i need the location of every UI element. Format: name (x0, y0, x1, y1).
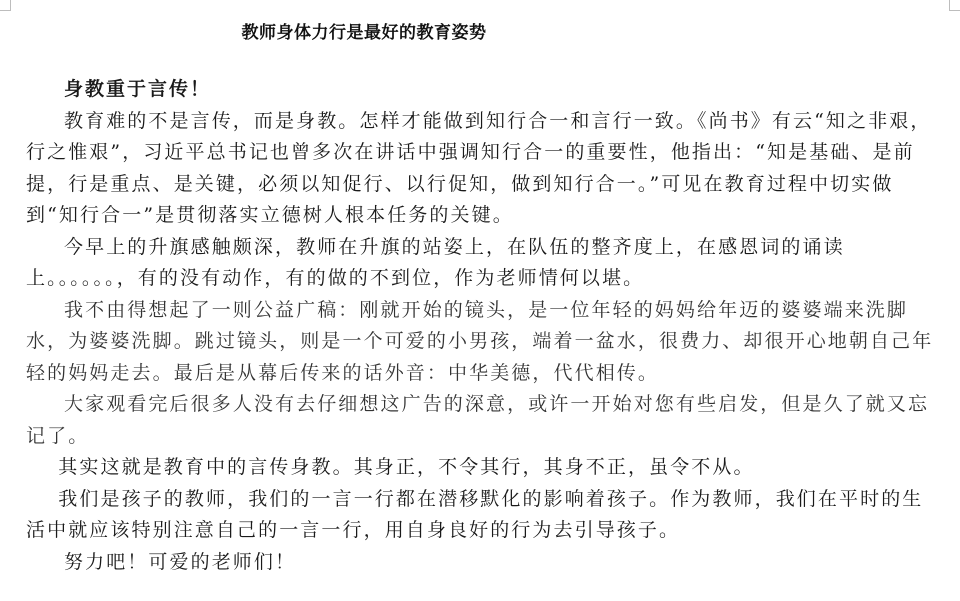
paragraph-3: 我不由得想起了一则公益广稿：刚就开始的镜头，是一位年轻的妈妈给年迈的婆婆端来洗脚水，为婆婆洗脚。跳过镜头，则是一个可爱的小男孩，端着一盆水，很费力、却很开心地朝自己年轻的妈妈走去。最后是从幕后传来的话外音：中华美德，代代相传。 (26, 298, 934, 384)
paragraph-2: 今早上的升旗感触颇深，教师在升旗的站姿上，在队伍的整齐度上，在感恩词的诵读上。。。。。。，有的没有动作，有的做的不到位，作为老师情何以堪。 (26, 235, 845, 289)
paragraph-5: 其实这就是教育中的言传身教。其身正，不令其行，其身不正，虽令不从。 (58, 456, 755, 478)
paragraph-6: 我们是孩子的教师，我们的一言一行都在潜移默化的影响着孩子。作为教师，我们在平时的生活中就应该特别注意自己的一言一行，用自身良好的行为去引导孩子。 (26, 487, 924, 541)
document-body (26, 74, 942, 578)
document-title: 教师身体力行是最好的教育姿势 (241, 23, 487, 43)
paragraph-4: 大家观看完后很多人没有去仔细想这广告的深意，或许一开始对您有些启发，但是久了就又忘记了。 (26, 393, 930, 447)
section-heading: 身教重于言传！ (64, 78, 212, 100)
page-corner-mark-right (949, 0, 960, 11)
page-corner-mark-left (0, 0, 11, 11)
paragraph-7: 努力吧！可爱的老师们！ (64, 550, 297, 573)
paragraph-1: 教育难的不是言传，而是身教。怎样才能做到知行合一和言行一致。《尚书》有云“知之非艰，行之惟艰”，习近平总书记也曾多次在讲话中强调知行合一的重要性，他指出：“知是基础、是前提，行是重点、是关键，必须以知促行、以行促知，做到知行合一。”可见在教育过程中切实做到“知行合一”是贯彻落实立德树人根本任务的关键。 (26, 109, 932, 226)
